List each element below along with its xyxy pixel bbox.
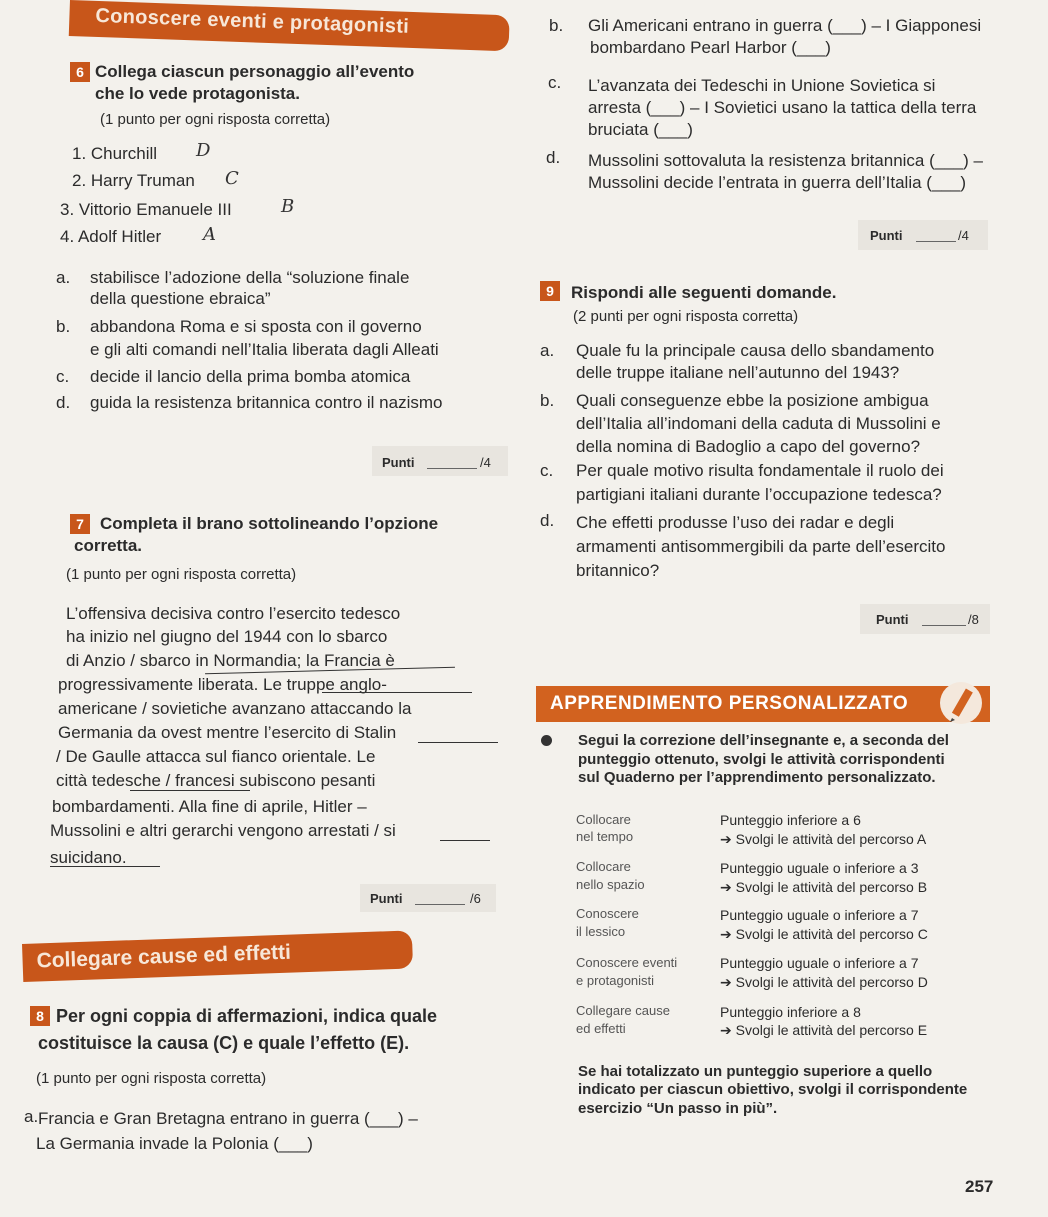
points-note: (1 punto per ogni risposta corretta) bbox=[66, 566, 297, 583]
question-text: armamenti antisommergibili da parte dell’esercito bbox=[576, 537, 946, 556]
points-note: (1 punto per ogni risposta corretta) bbox=[36, 1070, 267, 1087]
answer-handwritten[interactable]: D bbox=[196, 140, 211, 161]
score-blank[interactable] bbox=[427, 454, 477, 469]
section-header-band bbox=[69, 0, 510, 51]
event-text: abbandona Roma e si sposta con il governo bbox=[90, 317, 422, 336]
exercise-title: Completa il brano sottolineando l’opzione bbox=[100, 514, 439, 533]
score-max: /4 bbox=[958, 228, 969, 243]
event-text: decide il lancio della prima bomba atomica bbox=[90, 367, 411, 386]
question-text: Quale fu la principale causa dello sbandamento bbox=[576, 341, 935, 360]
row-label: Conoscere eventi bbox=[576, 955, 678, 970]
item-letter: d. bbox=[546, 148, 561, 167]
personalized-heading bbox=[536, 686, 990, 722]
question-text: britannico? bbox=[576, 561, 660, 580]
question-letter: a. bbox=[540, 341, 555, 360]
personalized-outro: indicato per ciascun obiettivo, svolgi il corrispondente bbox=[578, 1081, 968, 1098]
row-label: nel tempo bbox=[576, 829, 634, 844]
score-blank[interactable] bbox=[415, 890, 465, 905]
question-text: Che effetti produsse l’uso dei radar e degli bbox=[576, 513, 895, 532]
row-action[interactable]: ➔ Svolgi le attività del percorso A bbox=[720, 831, 927, 847]
score-blank[interactable] bbox=[922, 611, 966, 626]
row-label: ed effetti bbox=[576, 1021, 626, 1036]
score-max: /6 bbox=[470, 891, 481, 906]
passage-line: suicidano. bbox=[50, 848, 127, 867]
page-number: 257 bbox=[965, 1177, 994, 1196]
item-text: La Germania invade la Polonia (___) bbox=[36, 1134, 313, 1153]
item-text: bruciata (___) bbox=[588, 120, 693, 139]
row-action[interactable]: ➔ Svolgi le attività del percorso B bbox=[720, 879, 928, 895]
exercise-title: costituisce la causa (C) e quale l’effetto (E). bbox=[38, 1033, 410, 1053]
score-label: Punti bbox=[870, 228, 903, 243]
question-text: dell’Italia all’indomani della caduta di Mussolini e bbox=[576, 414, 941, 433]
person-item: 3. Vittorio Emanuele III bbox=[60, 200, 232, 219]
passage-line: L’offensiva decisiva contro l’esercito tedesco bbox=[66, 604, 401, 623]
question-text: Quali conseguenze ebbe la posizione ambigua bbox=[576, 391, 929, 410]
exercise-title: Rispondi alle seguenti domande. bbox=[571, 283, 837, 302]
passage-line: progressivamente liberata. Le truppe anglo- bbox=[58, 675, 387, 694]
row-action[interactable]: ➔ Svolgi le attività del percorso E bbox=[720, 1022, 928, 1038]
passage-line: città tedesche / francesi subiscono pesanti bbox=[56, 771, 376, 790]
exercise-title: corretta. bbox=[74, 536, 143, 555]
item-letter: c. bbox=[548, 73, 562, 92]
personalized-outro: Se hai totalizzato un punteggio superiore a quello bbox=[578, 1063, 933, 1080]
answer-underline bbox=[130, 790, 250, 791]
answer-handwritten[interactable]: A bbox=[203, 224, 216, 245]
answer-handwritten[interactable]: C bbox=[225, 168, 239, 189]
item-letter: b. bbox=[549, 16, 564, 35]
section-header-text: Conoscere eventi e protagonisti bbox=[95, 4, 410, 38]
row-label: Collocare bbox=[576, 859, 631, 874]
personalized-heading-text: APPRENDIMENTO PERSONALIZZATO bbox=[550, 693, 909, 714]
question-text: della nomina di Badoglio a capo del governo? bbox=[576, 437, 921, 456]
row-rule: Punteggio uguale o inferiore a 3 bbox=[720, 860, 919, 876]
item-text: Gli Americani entrano in guerra (___) – I Giapponesi bbox=[588, 16, 982, 35]
row-rule: Punteggio inferiore a 8 bbox=[720, 1004, 861, 1020]
score-box bbox=[858, 220, 988, 250]
row-label: Conoscere bbox=[576, 906, 639, 921]
exercise-number: 7 bbox=[70, 514, 90, 534]
event-text: e gli alti comandi nell’Italia liberata dagli Alleati bbox=[90, 340, 439, 359]
answer-underline bbox=[440, 840, 490, 841]
row-action[interactable]: ➔ Svolgi le attività del percorso D bbox=[720, 974, 928, 990]
passage-line: / De Gaulle attacca sul fianco orientale. Le bbox=[56, 747, 376, 766]
score-max: /8 bbox=[968, 612, 979, 627]
exercise-number: 9 bbox=[540, 281, 560, 301]
pencil-icon bbox=[940, 682, 982, 724]
question-text: partigiani italiani durante l’occupazione tedesca? bbox=[576, 485, 942, 504]
score-box bbox=[372, 446, 508, 476]
answer-underline bbox=[50, 866, 160, 867]
points-note: (2 punti per ogni risposta corretta) bbox=[573, 308, 799, 325]
score-box bbox=[360, 884, 496, 912]
person-item: 4. Adolf Hitler bbox=[60, 227, 162, 246]
item-text: Mussolini decide l’entrata in guerra dell’Italia (___) bbox=[588, 173, 966, 192]
item-text: arresta (___) – I Sovietici usano la tattica della terra bbox=[588, 98, 977, 117]
question-text: Per quale motivo risulta fondamentale il ruolo dei bbox=[576, 461, 944, 480]
question-letter: c. bbox=[540, 461, 554, 480]
section-band bbox=[22, 930, 413, 982]
row-rule: Punteggio uguale o inferiore a 7 bbox=[720, 955, 919, 971]
exercise-title: Collega ciascun personaggio all’evento bbox=[95, 62, 415, 81]
row-label: il lessico bbox=[576, 924, 626, 939]
row-label: nello spazio bbox=[576, 877, 645, 892]
personalized-intro: punteggio ottenuto, svolgi le attività corrispondenti bbox=[578, 751, 945, 768]
row-action[interactable]: ➔ Svolgi le attività del percorso C bbox=[720, 926, 928, 942]
passage-line: di Anzio / sbarco in Normandia; la Francia è bbox=[66, 651, 395, 670]
item-text: L’avanzata dei Tedeschi in Unione Sovietica si bbox=[588, 76, 936, 95]
exercise-number: 6 bbox=[70, 62, 90, 82]
event-text: della questione ebraica” bbox=[90, 289, 271, 308]
question-text: delle truppe italiane nell’autunno del 1943? bbox=[576, 363, 900, 382]
event-text: stabilisce l’adozione della “soluzione finale bbox=[90, 268, 410, 287]
event-text: guida la resistenza britannica contro il nazismo bbox=[90, 393, 443, 412]
row-label: Collegare cause bbox=[576, 1003, 670, 1018]
item-text: Mussolini sottovaluta la resistenza britannica (___) – bbox=[588, 151, 983, 170]
answer-underline bbox=[322, 692, 472, 693]
item-text: Francia e Gran Bretagna entrano in guerra (___) – bbox=[38, 1109, 418, 1128]
exercise-number: 8 bbox=[30, 1006, 50, 1026]
score-box bbox=[860, 604, 990, 634]
score-label: Punti bbox=[876, 612, 909, 627]
score-label: Punti bbox=[382, 455, 415, 470]
passage-line: Mussolini e altri gerarchi vengono arrestati / si bbox=[50, 821, 396, 840]
event-letter: c. bbox=[56, 367, 70, 386]
bullet-dot bbox=[541, 735, 552, 746]
person-item: 1. Churchill bbox=[72, 144, 158, 163]
event-letter: a. bbox=[56, 268, 71, 287]
event-letter: b. bbox=[56, 317, 71, 336]
row-rule: Punteggio inferiore a 6 bbox=[720, 812, 861, 828]
question-letter: d. bbox=[540, 511, 555, 530]
row-rule: Punteggio uguale o inferiore a 7 bbox=[720, 907, 919, 923]
score-max: /4 bbox=[480, 455, 491, 470]
event-letter: d. bbox=[56, 393, 71, 412]
personalized-outro: esercizio “Un passo in più”. bbox=[578, 1100, 778, 1117]
row-label: Collocare bbox=[576, 812, 631, 827]
item-letter: a. bbox=[24, 1107, 39, 1126]
row-label: e protagonisti bbox=[576, 973, 655, 988]
answer-underline bbox=[418, 742, 498, 743]
exercise-title: che lo vede protagonista. bbox=[95, 84, 300, 103]
item-text: bombardano Pearl Harbor (___) bbox=[590, 38, 831, 57]
passage-line: ha inizio nel giugno del 1944 con lo sbarco bbox=[66, 627, 388, 646]
score-blank[interactable] bbox=[916, 227, 956, 242]
personalized-intro: sul Quaderno per l’apprendimento personalizzato. bbox=[578, 769, 936, 786]
score-label: Punti bbox=[370, 891, 403, 906]
question-letter: b. bbox=[540, 391, 555, 410]
personalized-intro: Segui la correzione dell’insegnante e, a seconda del bbox=[578, 732, 949, 749]
section-band-text: Collegare cause ed effetti bbox=[36, 940, 292, 973]
passage-line: bombardamenti. Alla fine di aprile, Hitler – bbox=[52, 797, 367, 816]
answer-handwritten[interactable]: B bbox=[281, 196, 295, 217]
person-item: 2. Harry Truman bbox=[72, 171, 195, 190]
points-note: (1 punto per ogni risposta corretta) bbox=[100, 111, 331, 128]
exercise-title: Per ogni coppia di affermazioni, indica quale bbox=[56, 1006, 438, 1026]
passage-line: americane / sovietiche avanzano attaccando la bbox=[58, 699, 412, 718]
passage-line: Germania da ovest mentre l’esercito di Stalin bbox=[58, 723, 397, 742]
